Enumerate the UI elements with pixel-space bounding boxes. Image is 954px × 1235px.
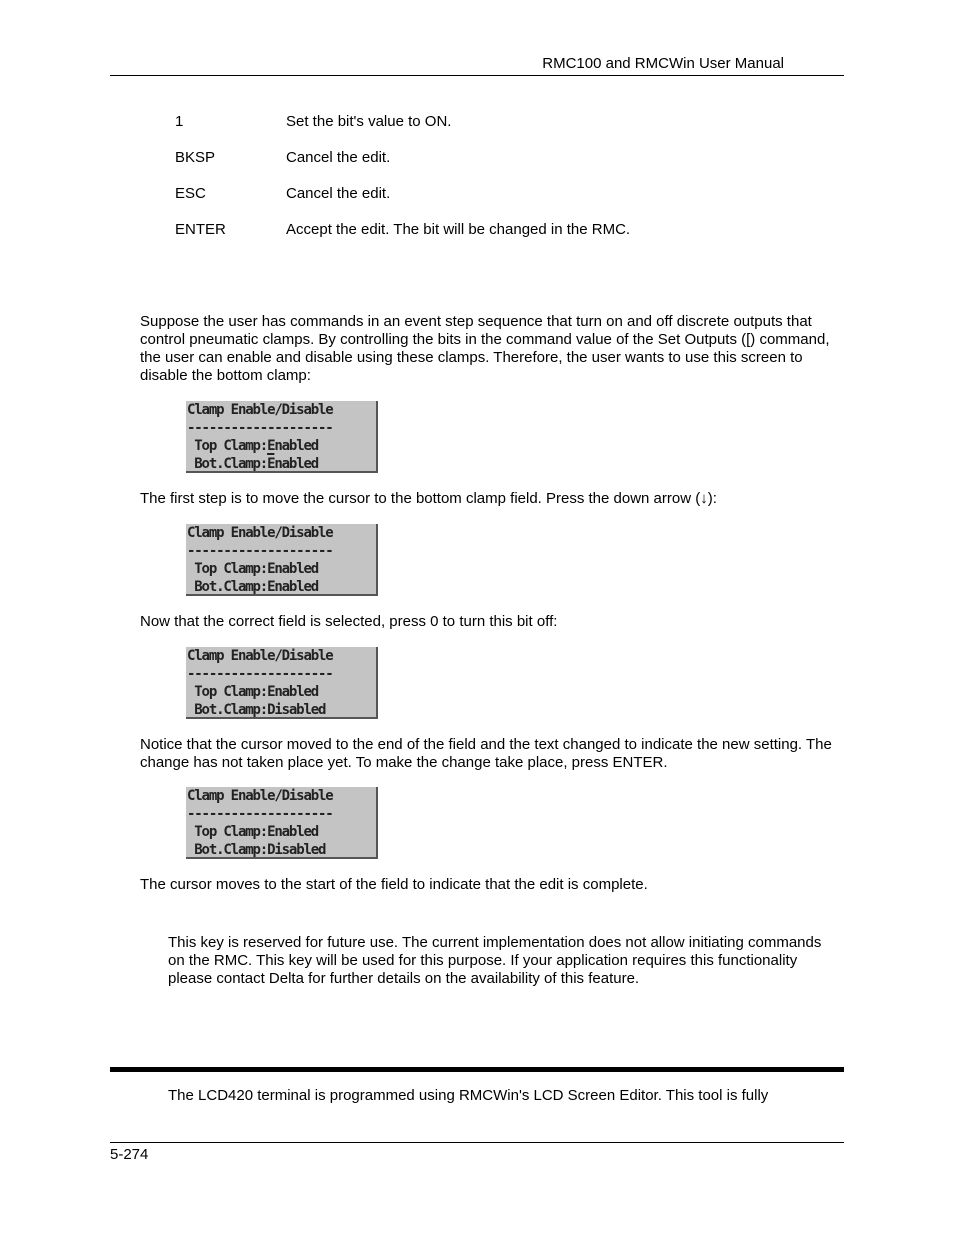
lcd-separator-line: --------------------: [187, 666, 333, 682]
step4-paragraph: The cursor moves to the start of the field to indicate that the edit is complete.: [140, 876, 648, 893]
lcd-screen-2: [186, 524, 378, 596]
lcd-separator-line: --------------------: [187, 420, 333, 436]
lcd-top-clamp-line: Top Clamp:Enabled: [187, 438, 319, 454]
lcd-top-clamp-line: Top Clamp:Enabled: [187, 684, 319, 700]
key-description: Cancel the edit.: [286, 149, 391, 166]
key-row-esc: [175, 185, 390, 202]
key-row-bksp: [175, 149, 390, 166]
lcd-title-line: Clamp Enable/Disable: [187, 648, 333, 664]
step3-paragraph: Notice that the cursor moved to the end of the field and the text changed to indicate the new setting. The change has not taken place yet. To make the change take place, press ENTER.: [140, 736, 832, 771]
lcd-bot-clamp-line: Bot.Clamp:Enabled: [187, 579, 319, 595]
lcd-bot-clamp-line: Bot.Clamp:Disabled: [187, 702, 326, 718]
header-rule: [110, 75, 844, 76]
lcd-title-line: Clamp Enable/Disable: [187, 402, 333, 418]
key-name: BKSP: [175, 149, 216, 166]
lcd-bot-clamp-line: Bot.Clamp:Enabled: [187, 456, 319, 472]
lcd-cursor: d: [318, 702, 326, 718]
lcd-title-line: Clamp Enable/Disable: [187, 788, 333, 804]
key-name: ENTER: [175, 221, 226, 238]
key-row-1: [175, 113, 451, 130]
lcd-top-clamp-line: Top Clamp:Enabled: [187, 824, 319, 840]
key-description: Accept the edit. The bit will be changed in the RMC.: [286, 221, 631, 238]
header-title: RMC100 and RMCWin User Manual: [542, 55, 784, 72]
lcd-separator-line: --------------------: [187, 806, 333, 822]
key-name: 1: [175, 113, 184, 130]
footer-rule: [110, 1142, 844, 1143]
lcd-screen-1: [186, 401, 378, 473]
section-divider: [110, 1067, 844, 1072]
lcd-cursor: E: [267, 579, 275, 595]
key-name: ESC: [175, 185, 206, 202]
lcd-title-line: Clamp Enable/Disable: [187, 525, 333, 541]
lcd-separator-line: --------------------: [187, 543, 333, 559]
lcd-bot-clamp-line: Bot.Clamp:Disabled: [187, 842, 326, 858]
key-description: Cancel the edit.: [286, 185, 391, 202]
key-row-enter: [175, 221, 630, 238]
step1-paragraph: The first step is to move the cursor to the bottom clamp field. Press the down arrow (↓):: [140, 490, 717, 507]
lcd-top-clamp-line: Top Clamp:Enabled: [187, 561, 319, 577]
page-number: 5-274: [110, 1146, 149, 1163]
intro-paragraph: Suppose the user has commands in an event step sequence that turn on and off discrete outputs that control pneumatic clamps. By controlling the bits in the command value of the Set Outputs ([) command, the user can enable and disable using these clamps. Therefore, the user wants to use this screen to disable the bottom clamp:: [140, 313, 830, 384]
reserved-key-paragraph: This key is reserved for future use. The current implementation does not allow initiating commands on the RMC. This key will be used for this purpose. If your application requires this functionality please contact Delta for further details on the availability of this feature.: [168, 934, 822, 987]
step2-paragraph: Now that the correct field is selected, press 0 to turn this bit off:: [140, 613, 558, 630]
lcd-screen-4: [186, 787, 378, 859]
lcd-screen-3: [186, 647, 378, 719]
key-description: Set the bit's value to ON.: [286, 113, 452, 130]
lcd-cursor: D: [267, 842, 275, 858]
lcd-cursor: E: [267, 438, 275, 454]
lcd420-paragraph: The LCD420 terminal is programmed using RMCWin's LCD Screen Editor. This tool is fully: [168, 1087, 769, 1104]
